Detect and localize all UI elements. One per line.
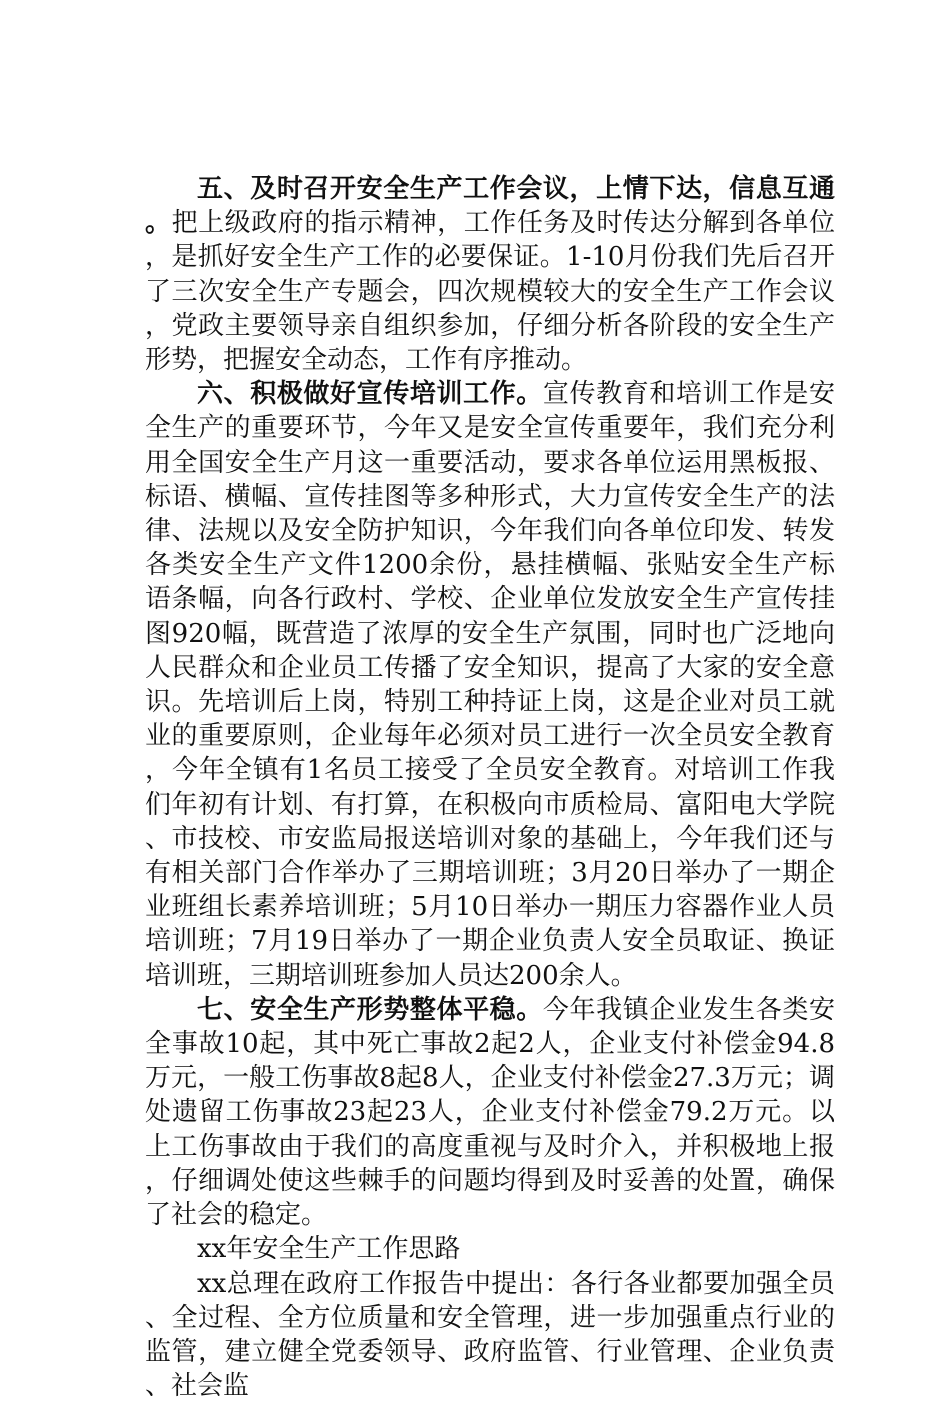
paragraph-body: xx总理在政府工作报告中提出：各行各业都要加强全员、全过程、全方位质量和安全管理，进一步加强重点行业的监管，建立健全党委领导、政府监管、行业管理、企业负责、社会监 [145, 1269, 835, 1402]
paragraph-section-7 [145, 993, 835, 1232]
paragraph-section-6 [145, 377, 835, 993]
paragraph-work-plan-intro [145, 1267, 835, 1403]
section-heading-6: 六、积极做好宣传培训工作。 [197, 379, 543, 409]
paragraph-section-5 [145, 172, 835, 377]
document-body [145, 172, 835, 1403]
section-heading-7: 七、安全生产形势整体平稳。 [197, 995, 543, 1025]
section-heading-5: 五、及时召开安全生产工作会议，上情下达，信息互通。 [145, 174, 835, 238]
paragraph-body: 宣传教育和培训工作是安全生产的重要环节，今年又是安全宣传重要年，我们充分利用全国安全生产月这一重要活动，要求各单位运用黑板报、标语、横幅、宣传挂图等多种形式，大力宣传安全生产的法律、法规以及安全防护知识，今年我们向各单位印发、转发各类安全生产文件1200余份，悬挂横幅、张贴安全生产标语条幅，向各行政村、学校、企业单位发放安全生产宣传挂图920幅，既营造了浓厚的安全生产氛围，同时也广泛地向人民群众和企业员工传播了安全知识，提高了大家的安全意识。先培训后上岗，特别工种持证上岗，这是企业对员工就业的重要原则，企业每年必须对员工进行一次全员安全教育，今年全镇有1名员工接受了全员安全教育。对培训工作我们年初有计划、有打算，在积极向市质检局、富阳电大学院、市技校、市安监局报送培训对象的基础上，今年我们还与有相关部门合作举办了三期培训班；3月20日举办了一期企业班组长素养培训班；5月10日举办一期压力容器作业人员培训班；7月19日举办了一期企业负责人安全员取证、换证培训班，三期培训班参加人员达200余人。 [145, 379, 835, 990]
paragraph-work-plan-title [145, 1232, 835, 1266]
paragraph-body: xx年安全生产工作思路 [197, 1234, 460, 1264]
paragraph-body: 今年我镇企业发生各类安全事故10起，其中死亡事故2起2人，企业支付补偿金94.8万元，一般工伤事故8起8人，企业支付补偿金27.3万元；调处遗留工伤事故23起23人，企业支付补偿金79.2万元。以上工伤事故由于我们的高度重视与及时介入，并积极地上报，仔细调处使这些棘手的问题均得到及时妥善的处置，确保了社会的稳定。 [145, 995, 835, 1230]
paragraph-body: 把上级政府的指示精神，工作任务及时传达分解到各单位，是抓好安全生产工作的必要保证。1-10月份我们先后召开了三次安全生产专题会，四次规模较大的安全生产工作会议，党政主要领导亲自组织参加，仔细分析各阶段的安全生产形势，把握安全动态，工作有序推动。 [145, 208, 835, 375]
